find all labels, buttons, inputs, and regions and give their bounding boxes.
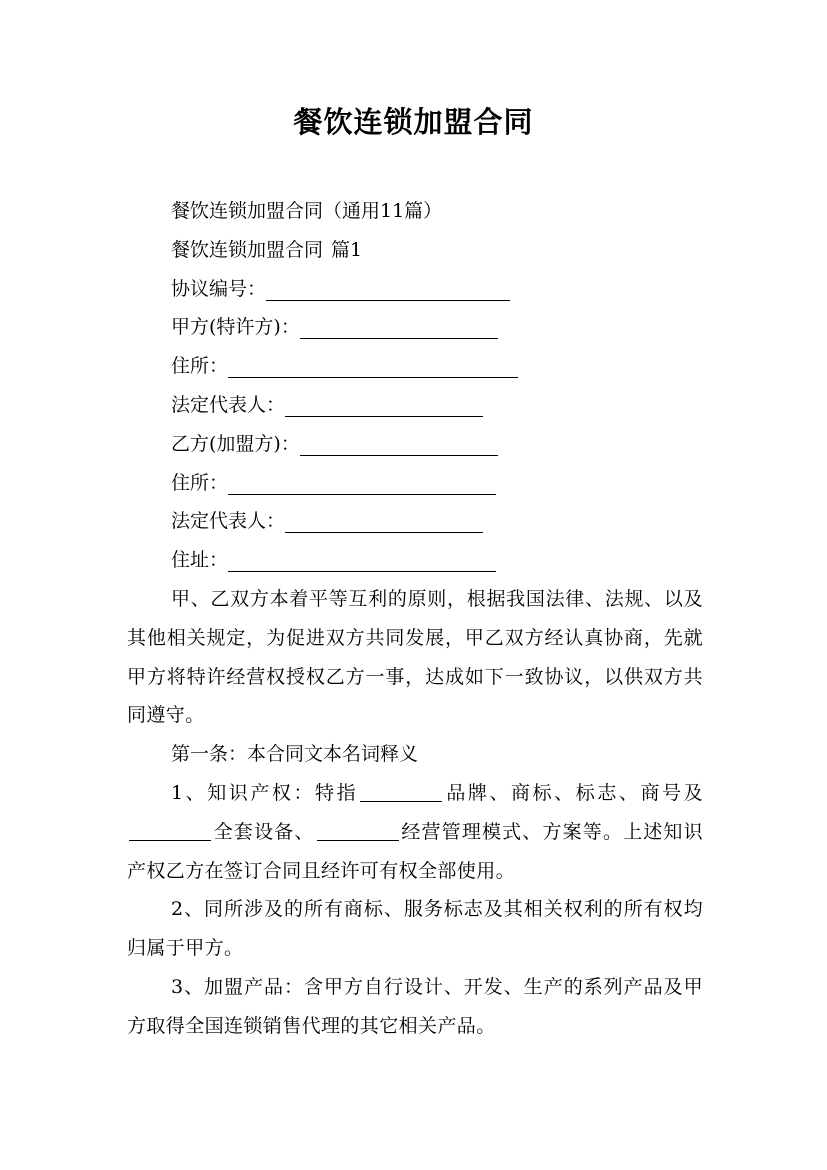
section-number: 篇1 (331, 238, 363, 261)
field-party-a-representative (127, 386, 703, 425)
section-heading: 餐饮连锁加盟合同 (171, 238, 324, 261)
fill-blank (228, 353, 518, 378)
preamble-paragraph: 甲、乙双方本着平等互利的原则，根据我国法律、法规、以及其他相关规定，为促进双方共同发展，甲乙双方经认真协商，先就甲方将特许经营权授权乙方一事，达成如下一致协议，以供双方共同遵守。 (127, 587, 703, 727)
field-label: 住所： (171, 471, 229, 494)
document-body (127, 192, 703, 1046)
clause-3: 3、加盟产品：含甲方自行设计、开发、生产的系列产品及甲方取得全国连锁销售代理的其它相关产品。 (127, 975, 703, 1037)
field-agreement-number (127, 270, 703, 309)
field-label: 住址： (171, 549, 229, 572)
fill-blank (317, 820, 399, 841)
fill-blank (228, 547, 496, 572)
field-label: 乙方(加盟方)： (171, 432, 300, 455)
field-party-b-residence (127, 541, 703, 580)
field-label: 协议编号： (171, 277, 267, 300)
document-subtitle: 餐饮连锁加盟合同（通用11篇） (171, 200, 443, 222)
fill-blank (300, 431, 498, 456)
fill-blank (266, 276, 510, 301)
field-label: 住所： (171, 355, 229, 378)
article1-heading-text: 第一条：本合同文本名词释义 (171, 743, 419, 766)
fill-blank (300, 314, 498, 339)
subtitle-line (127, 192, 703, 231)
clause-1-text: 全套设备、 (213, 820, 315, 843)
field-party-a-address (127, 347, 703, 386)
clause-1-text: 品牌、商标、标志、商号及 (444, 781, 703, 804)
fill-blank (129, 820, 211, 841)
clause-1 (127, 774, 703, 890)
field-party-b-representative (127, 502, 703, 541)
clause-1-text: 经营管理模式、方案等。上述知识产权乙方在签订合同且经许可有权全部使用。 (127, 820, 703, 882)
article1-heading (127, 735, 703, 774)
section-heading-line (127, 231, 703, 270)
fill-blank (285, 508, 483, 533)
clause-1-text: 1、知识产权：特指 (171, 781, 359, 804)
field-party-a (127, 308, 703, 347)
field-party-b (127, 425, 703, 464)
fill-blank (228, 470, 496, 495)
fill-blank (360, 781, 442, 802)
fill-blank (285, 392, 483, 417)
document-title: 餐饮连锁加盟合同 (293, 105, 534, 139)
field-party-b-address (127, 464, 703, 503)
field-label: 法定代表人： (171, 510, 286, 533)
field-label: 法定代表人： (171, 393, 286, 416)
field-label: 甲方(特许方)： (171, 316, 300, 339)
clause-2: 2、同所涉及的所有商标、服务标志及其相关权利的所有权均归属于甲方。 (127, 898, 703, 960)
